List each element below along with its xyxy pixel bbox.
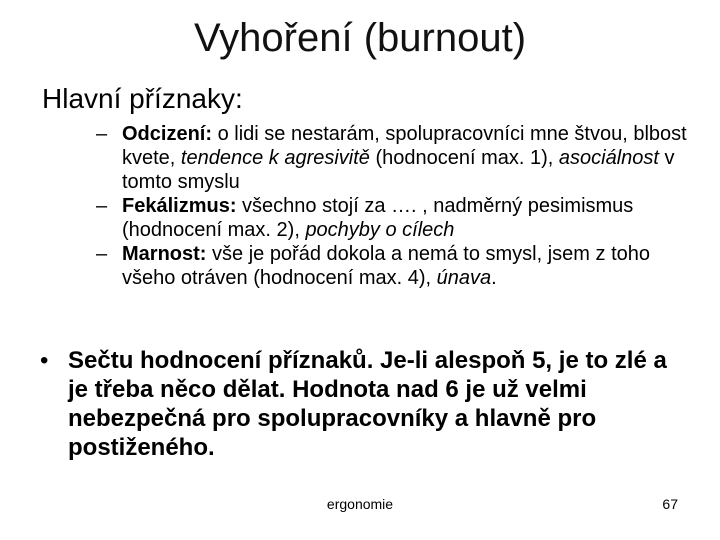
dash-bullet: – xyxy=(96,243,108,265)
symptom-item-futility xyxy=(96,242,696,290)
symptom-label: Marnost: xyxy=(122,243,207,265)
symptom-text: (hodnocení max. 1), xyxy=(369,147,559,169)
symptom-item-alienation xyxy=(96,122,696,194)
symptom-text: o lidi se nestarám, spolupracovníci mne štvou, blbost kvete, xyxy=(122,123,687,169)
symptom-label: Fekálizmus: xyxy=(122,195,237,217)
symptom-emphasis: tendence k agresivitě xyxy=(180,147,370,169)
footer-label: ergonomie xyxy=(326,496,394,512)
main-point xyxy=(40,346,690,462)
symptom-text: v tomto smyslu xyxy=(122,147,675,193)
symptom-item-fecalism xyxy=(96,194,696,242)
round-bullet: • xyxy=(40,347,49,374)
symptom-emphasis: pochyby o cílech xyxy=(305,219,455,241)
page-number: 67 xyxy=(662,496,678,512)
slide-title: Vyhoření (burnout) xyxy=(193,16,527,60)
subheading: Hlavní příznaky: xyxy=(42,83,243,114)
symptom-emphasis: asociálnost xyxy=(558,147,659,169)
symptom-list xyxy=(96,122,696,290)
main-point-text: Sečtu hodnocení příznaků. Je-li alespoň 5, je to zlé a je třeba něco dělat. Hodnota nad 6 je už velmi nebezpečná pro spolupracovníky a hlavně pro postiženého. xyxy=(68,347,667,461)
dash-bullet: – xyxy=(96,123,108,145)
symptom-text: vše je pořád dokola a nemá to smysl, jsem z toho všeho otráven (hodnocení max. 4), xyxy=(122,243,650,289)
dash-bullet: – xyxy=(96,195,108,217)
symptom-label: Odcizení: xyxy=(122,123,213,145)
symptom-text: všechno stojí za …. , nadměrný pesimismus (hodnocení max. 2), xyxy=(122,195,634,241)
symptom-emphasis: únava xyxy=(436,267,492,289)
symptom-text: . xyxy=(491,267,497,289)
